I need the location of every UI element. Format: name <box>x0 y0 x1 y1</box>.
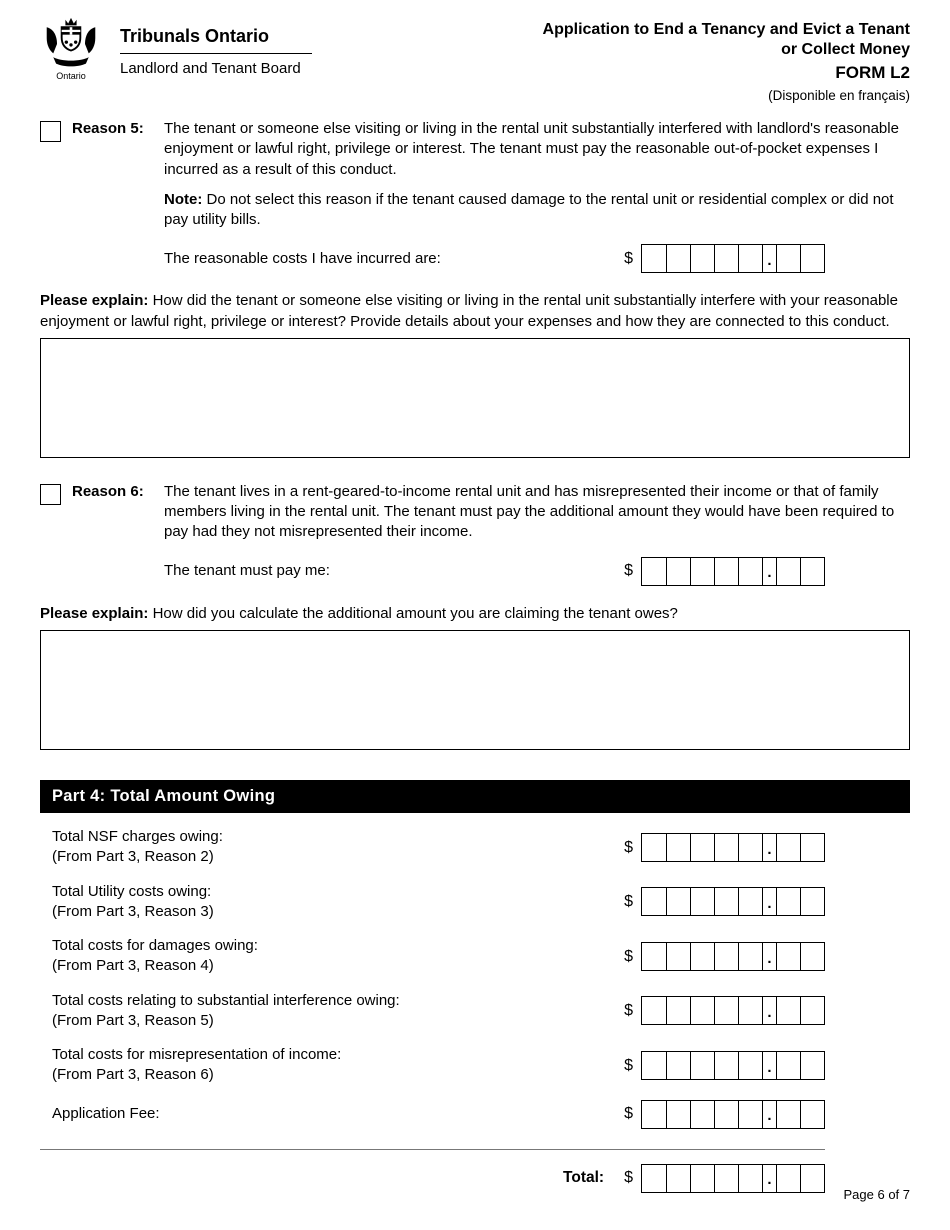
reason6-cost-label: The tenant must pay me: <box>164 562 330 580</box>
total-row-application-fee <box>40 1100 910 1129</box>
amount-digit-cell[interactable] <box>738 245 762 272</box>
dollar-sign: $ <box>624 1105 633 1123</box>
utility-amount-field <box>624 887 825 916</box>
dollar-sign: $ <box>624 947 633 965</box>
amount-digit-cell[interactable] <box>666 888 690 915</box>
misrepresentation-amount-input[interactable] <box>641 1051 825 1080</box>
row-labels <box>52 1104 160 1124</box>
amount-digit-cell[interactable] <box>714 245 738 272</box>
part4-rows <box>40 827 910 1193</box>
amount-digit-cell[interactable] <box>642 1052 666 1079</box>
row-sublabel: (From Part 3, Reason 4) <box>52 957 214 975</box>
amount-digit-cell[interactable] <box>690 1165 714 1192</box>
amount-digit-cell[interactable] <box>776 1101 800 1128</box>
dollar-sign: $ <box>624 1056 633 1074</box>
amount-digit-cell[interactable] <box>738 888 762 915</box>
row-label: Total Utility costs owing: <box>52 882 212 900</box>
amount-digit-cell[interactable] <box>776 943 800 970</box>
amount-digit-cell[interactable] <box>690 558 714 585</box>
grand-total-label: Total: <box>563 1168 605 1186</box>
reason5-explain-text: How did the tenant or someone else visiting or living in the rental unit substantially interfere with your reasonable enjoyment or lawful right, privilege or interest? Provide details about your expenses and how they are connected to this conduct. <box>40 292 898 330</box>
org-subtitle: Landlord and Tenant Board <box>120 60 301 78</box>
reason6-cost-row <box>164 557 910 586</box>
nsf-amount-field <box>624 833 825 862</box>
decimal-point: . <box>762 1052 776 1079</box>
total-row-nsf <box>40 827 910 868</box>
reason5-explain-textarea[interactable] <box>40 338 910 458</box>
amount-digit-cell[interactable] <box>776 1165 800 1192</box>
form-number: FORM L2 <box>835 63 910 82</box>
damages-amount-input[interactable] <box>641 942 825 971</box>
row-labels <box>52 936 258 977</box>
amount-digit-cell[interactable] <box>776 245 800 272</box>
row-sublabel: (From Part 3, Reason 3) <box>52 902 214 920</box>
dollar-sign: $ <box>624 1002 633 1020</box>
coat-of-arms-icon <box>41 16 101 72</box>
row-sublabel: (From Part 3, Reason 2) <box>52 848 214 866</box>
reason5-amount-field <box>624 244 825 273</box>
amount-digit-cell[interactable] <box>776 558 800 585</box>
total-row-misrepresentation <box>40 1045 910 1086</box>
org-title: Tribunals Ontario <box>120 26 270 46</box>
application-fee-amount-field <box>624 1100 825 1129</box>
dollar-sign: $ <box>624 562 633 580</box>
damages-amount-field <box>624 942 825 971</box>
reason6-section <box>40 482 910 586</box>
amount-digit-cell[interactable] <box>642 558 666 585</box>
row-sublabel: (From Part 3, Reason 6) <box>52 1066 214 1084</box>
dollar-sign: $ <box>624 893 633 911</box>
reason5-checkbox[interactable] <box>40 121 61 142</box>
amount-digit-cell[interactable] <box>714 943 738 970</box>
language-note: (Disponible en français) <box>768 87 910 103</box>
amount-digit-cell[interactable] <box>800 888 824 915</box>
amount-digit-cell[interactable] <box>666 997 690 1024</box>
reason6-text: The tenant lives in a rent-geared-to-income rental unit and has misrepresented their income or that of family members living in the rental unit. The tenant must pay the additional amount they would have been required to pay had they not misrepresented their income. <box>164 482 895 541</box>
ontario-coat-of-arms-logo <box>40 16 102 82</box>
total-row-interference <box>40 991 910 1032</box>
document-titles <box>543 16 910 105</box>
brand-block <box>40 16 312 82</box>
decimal-point: . <box>762 943 776 970</box>
amount-digit-cell[interactable] <box>642 888 666 915</box>
amount-digit-cell[interactable] <box>642 1165 666 1192</box>
reason6-explain-textarea[interactable] <box>40 630 910 750</box>
page-header <box>40 16 910 105</box>
decimal-point: . <box>762 245 776 272</box>
grand-total-amount-field <box>624 1164 825 1193</box>
reason5-amount-input[interactable] <box>641 244 825 273</box>
reason6-amount-field <box>624 557 825 586</box>
decimal-point: . <box>762 558 776 585</box>
amount-digit-cell[interactable] <box>690 1052 714 1079</box>
total-row-damages <box>40 936 910 977</box>
amount-digit-cell[interactable] <box>714 834 738 861</box>
amount-digit-cell[interactable] <box>714 1165 738 1192</box>
amount-digit-cell[interactable] <box>690 245 714 272</box>
amount-digit-cell[interactable] <box>666 834 690 861</box>
grand-total-row <box>40 1164 910 1193</box>
please-explain-label: Please explain: <box>40 292 149 310</box>
row-label: Total costs relating to substantial interference owing: <box>52 991 400 1009</box>
amount-digit-cell[interactable] <box>690 888 714 915</box>
nsf-amount-input[interactable] <box>641 833 825 862</box>
amount-digit-cell[interactable] <box>776 888 800 915</box>
note-text: Do not select this reason if the tenant caused damage to the rental unit or residential complex or did not pay utility bills. <box>164 190 894 229</box>
amount-digit-cell[interactable] <box>642 1101 666 1128</box>
reason5-body <box>164 119 910 273</box>
reason6-amount-input[interactable] <box>641 557 825 586</box>
row-labels <box>52 991 400 1032</box>
doc-title-line1: Application to End a Tenancy and Evict a Tenant <box>542 21 910 38</box>
dollar-sign: $ <box>624 838 633 856</box>
amount-digit-cell[interactable] <box>690 997 714 1024</box>
reason6-body <box>164 482 910 586</box>
reason5-note <box>164 190 910 231</box>
amount-digit-cell[interactable] <box>738 943 762 970</box>
reason6-explain-text: How did you calculate the additional amount you are claiming the tenant owes? <box>148 604 678 622</box>
amount-digit-cell[interactable] <box>666 1101 690 1128</box>
amount-digit-cell[interactable] <box>800 1165 824 1192</box>
decimal-point: . <box>762 1165 776 1192</box>
amount-digit-cell[interactable] <box>642 943 666 970</box>
amount-digit-cell[interactable] <box>666 1165 690 1192</box>
utility-amount-input[interactable] <box>641 887 825 916</box>
amount-digit-cell[interactable] <box>800 245 824 272</box>
reason5-cost-label: The reasonable costs I have incurred are: <box>164 249 441 267</box>
org-divider <box>120 53 312 54</box>
reason5-cost-row <box>164 244 910 273</box>
amount-digit-cell[interactable] <box>800 1101 824 1128</box>
interference-amount-input[interactable] <box>641 996 825 1025</box>
row-label: Total costs for damages owing: <box>52 937 258 955</box>
amount-digit-cell[interactable] <box>800 1052 824 1079</box>
amount-digit-cell[interactable] <box>738 834 762 861</box>
page-number: Page 6 of 7 <box>843 1187 910 1203</box>
amount-digit-cell[interactable] <box>738 558 762 585</box>
application-fee-amount-input[interactable] <box>641 1100 825 1129</box>
reason6-checkbox[interactable] <box>40 484 61 505</box>
amount-digit-cell[interactable] <box>642 997 666 1024</box>
part4-section-header: Part 4: Total Amount Owing <box>40 780 910 813</box>
amount-digit-cell[interactable] <box>714 888 738 915</box>
dollar-sign: $ <box>624 1169 633 1187</box>
note-label: Note: <box>164 190 203 208</box>
misrepresentation-amount-field <box>624 1051 825 1080</box>
reason5-section <box>40 119 910 273</box>
amount-digit-cell[interactable] <box>738 1165 762 1192</box>
reason5-explain-prompt <box>40 291 910 332</box>
amount-digit-cell[interactable] <box>800 997 824 1024</box>
decimal-point: . <box>762 888 776 915</box>
amount-digit-cell[interactable] <box>666 943 690 970</box>
row-label: Total NSF charges owing: <box>52 828 223 846</box>
reason6-label: Reason 6: <box>72 482 144 500</box>
row-sublabel: (From Part 3, Reason 5) <box>52 1011 214 1029</box>
amount-digit-cell[interactable] <box>714 1101 738 1128</box>
amount-digit-cell[interactable] <box>666 558 690 585</box>
dollar-sign: $ <box>624 250 633 268</box>
reason5-label: Reason 5: <box>72 120 144 138</box>
grand-total-amount-input[interactable] <box>641 1164 825 1193</box>
row-labels <box>52 827 223 868</box>
row-label: Total costs for misrepresentation of income: <box>52 1046 342 1064</box>
decimal-point: . <box>762 1101 776 1128</box>
amount-digit-cell[interactable] <box>690 834 714 861</box>
total-row-utility <box>40 882 910 923</box>
interference-amount-field <box>624 996 825 1025</box>
amount-digit-cell[interactable] <box>666 245 690 272</box>
row-label: Application Fee: <box>52 1105 160 1123</box>
amount-digit-cell[interactable] <box>666 1052 690 1079</box>
amount-digit-cell[interactable] <box>714 997 738 1024</box>
amount-digit-cell[interactable] <box>800 943 824 970</box>
please-explain-label: Please explain: <box>40 604 149 622</box>
amount-digit-cell[interactable] <box>714 1052 738 1079</box>
decimal-point: . <box>762 997 776 1024</box>
amount-digit-cell[interactable] <box>738 1101 762 1128</box>
amount-digit-cell[interactable] <box>738 997 762 1024</box>
amount-digit-cell[interactable] <box>642 245 666 272</box>
reason6-explain-prompt <box>40 604 910 624</box>
row-labels <box>52 882 214 923</box>
amount-digit-cell[interactable] <box>690 943 714 970</box>
amount-digit-cell[interactable] <box>776 1052 800 1079</box>
reason5-text: The tenant or someone else visiting or living in the rental unit substantially interfered with landlord's reasonable enjoyment or lawful right, privilege or interest. The tenant must pay the reasonable out-of-pocket expenses I incurred as a result of this conduct. <box>164 120 899 178</box>
logo-caption: Ontario <box>56 71 86 81</box>
amount-digit-cell[interactable] <box>690 1101 714 1128</box>
total-divider <box>40 1149 825 1150</box>
decimal-point: . <box>762 834 776 861</box>
amount-digit-cell[interactable] <box>642 834 666 861</box>
doc-title-line2: or Collect Money <box>781 41 910 58</box>
amount-digit-cell[interactable] <box>776 834 800 861</box>
amount-digit-cell[interactable] <box>800 558 824 585</box>
org-names <box>120 16 312 80</box>
amount-digit-cell[interactable] <box>738 1052 762 1079</box>
amount-digit-cell[interactable] <box>776 997 800 1024</box>
amount-digit-cell[interactable] <box>714 558 738 585</box>
row-labels <box>52 1045 341 1086</box>
amount-digit-cell[interactable] <box>800 834 824 861</box>
